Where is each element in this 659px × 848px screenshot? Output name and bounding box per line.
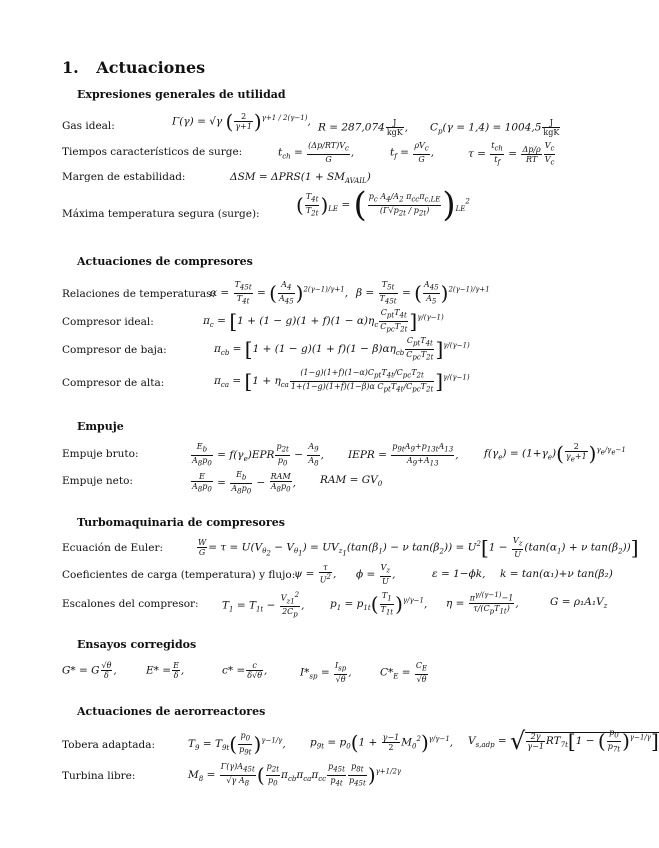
euler-text: = τ = U(V bbox=[208, 541, 263, 554]
section-title bbox=[62, 58, 205, 77]
eq-psi: ψ = $\frac{\tau}{U^2}$ , bbox=[294, 563, 337, 585]
eq-tch: $t_{ch}$ = $\frac{(\Delta p/RT)V_c}{G}$ , bbox=[278, 141, 355, 164]
margen-sub: AVAIL bbox=[344, 177, 367, 186]
eq-max-temp: ( $\frac{T_{4t}}{T_{2t}}$ )$_{LE}$ = ( $\frac{p_c A_4/A_2 \pi_{cc}\pi_{c,LE}}{(\Gamma√p_{2t} / p_{2t})}$ )$_{LE}^2$ bbox=[296, 185, 470, 226]
label-gas-ideal: Gas ideal: bbox=[62, 120, 115, 132]
r-value: R = 287,074 bbox=[318, 121, 385, 134]
label-margen: Margen de estabilidad: bbox=[62, 171, 186, 183]
label-escalones: Escalones del compresor: bbox=[62, 598, 199, 610]
subsection-empuje: Empuje bbox=[77, 420, 124, 433]
section-title-text: Actuaciones bbox=[96, 58, 206, 77]
eq-empuje-bruto: $\frac{E_b}{A_8p_0}$ = $f(\gamma_e)EPR$ $\frac{p_{2t}}{p_0}$ − $\frac{A_9}{A_8}$ , bbox=[192, 442, 324, 468]
label-comp-baja: Compresor de baja: bbox=[62, 344, 167, 356]
ispstar-text: I* bbox=[300, 666, 310, 679]
eq-f-gamma: $f(\gamma_e) = (1+\gamma_e)$( $\frac{2}{\gamma_e+1}$ )$^{\gamma_e/\gamma_e-1}$ bbox=[484, 441, 626, 466]
eq-margen: $\Delta SM = \Delta PRS(1 + SM_{AVAIL})$ bbox=[230, 171, 371, 186]
label-comp-alta: Compresor de alta: bbox=[62, 377, 165, 389]
eq-alpha: α = $\frac{T_{45t}}{T_{4t}}$ = ( $\frac{A_4}{A_{45}}$ )$^{2(\gamma-1)/\gamma+1}$, bbox=[210, 280, 349, 306]
eq-eta: η = $\frac{\pi^{\gamma/(\gamma-1)}-1}{\tau/(C_pT_{1t})}$ , bbox=[446, 591, 519, 616]
subsection-aerorreactores: Actuaciones de aerorreactores bbox=[77, 705, 266, 718]
eq-gamma-function: Γ(γ) = √γ ( $\frac{2}{\gamma+1}$ )$^{\gamma+1 / 2(\gamma-1)}$, bbox=[172, 109, 311, 134]
subsection-compresores: Actuaciones de compresores bbox=[77, 255, 253, 268]
subsection-ensayos: Ensayos corregidos bbox=[77, 638, 197, 651]
label-empuje-neto: Empuje neto: bbox=[62, 475, 133, 487]
eq-ram: RAM = $GV_0$ bbox=[320, 474, 383, 489]
gstar-text: G* = G bbox=[62, 664, 100, 677]
label-comp-ideal: Compresor ideal: bbox=[62, 316, 154, 328]
eq-epsilon: ε = 1−ϕk, bbox=[432, 568, 486, 580]
eq-ispstar: $I*_{sp}$ = $\frac{I_{sp}}{√\theta}$ , bbox=[300, 661, 352, 684]
label-turbina: Turbina libre: bbox=[62, 770, 136, 782]
margen-text: ΔSM = ΔPRS(1 + SM bbox=[230, 171, 345, 183]
eq-g: $G = \rho_1A_1V_z$ bbox=[550, 596, 608, 611]
eq-p9t: $p_{9t} = p_0(1$ + $\frac{\gamma-1}{2}$ $M_0^2)^{\gamma/\gamma-1}$, bbox=[310, 730, 454, 755]
g-text: G = ρ₁A₁V bbox=[550, 596, 604, 608]
cstar-text: c* = bbox=[222, 664, 246, 677]
subsection-turbo: Turbomaquinaria de compresores bbox=[77, 516, 285, 529]
label-euler: Ecuación de Euler: bbox=[62, 542, 164, 554]
label-coeficientes: Coeficientes de carga (temperatura) y flujo: bbox=[62, 569, 296, 581]
eq-k: k = tan(α₁)+ν tan(β₂) bbox=[500, 568, 613, 580]
eq-euler: $\frac{W}{G}$ = $\tau = U(V_{\theta_2} - V_{\theta_1}) = UV_{z_1}(\tan(\beta_1) - \nu$ $\tan(\beta_2)) = U^2[1$ − $\frac{V_z}{U}$ ($\tan(\alpha_1) + \nu$ $\tan(\beta_2)$)] bbox=[198, 535, 639, 560]
label-tiempos: Tiempos característicos de surge: bbox=[62, 146, 243, 158]
eq-phi: ϕ = $\frac{V_z}{U}$ , bbox=[356, 563, 396, 586]
label-tobera: Tobera adaptada: bbox=[62, 739, 156, 751]
ram-text: RAM = GV bbox=[320, 474, 378, 486]
eq-iepr: IEPR = $\frac{p_{9t}A_9+p_{13t}A_{13}}{A_9+A_{13}}$ , bbox=[348, 442, 459, 468]
cestar-text: C* bbox=[380, 666, 394, 679]
eq-gstar: G* = G $\frac{√\theta}{\delta}$ , bbox=[62, 661, 117, 680]
estar-text: E* = bbox=[146, 664, 172, 677]
section-number: 1. bbox=[62, 58, 79, 77]
eq-cestar: $C*_E$ = $\frac{C_E}{√\theta}$ bbox=[380, 661, 428, 684]
eq-t1: $T_1 = T_{1t}$ − $\frac{V_{z1}^2}{2C_p}$ , bbox=[222, 591, 305, 619]
cp-value: (γ = 1,4) = 1004,5 bbox=[442, 121, 542, 134]
eq-comp-ideal: $\pi_c = [1 + (1 - g)(1 + f)(1 - \alpha)\eta_c$ $\frac{C_{pt}T_{4t}}{C_{pc}T_{2t}}$ ]$^{\gamma/(\gamma-1)}$ bbox=[203, 308, 444, 334]
cp-symbol: C bbox=[430, 121, 439, 134]
eq-estar: E* = $\frac{E}{\delta}$ , bbox=[146, 661, 185, 680]
eq-p1: $p_1 = p_{1t}$( $\frac{T_1}{T_{1t}}$ )$^{\gamma/\gamma-1}$, bbox=[330, 591, 428, 617]
label-relaciones: Relaciones de temperaturas: bbox=[62, 288, 216, 300]
eq-tf: $t_f$ = $\frac{\rho V_c}{G}$ , bbox=[390, 141, 435, 164]
eq-t9: $T_9 = T_{9t}$( $\frac{p_0}{p_{9t}}$ )$^{\gamma-1/\gamma}$, bbox=[188, 731, 286, 757]
subsection-utilidad: Expresiones generales de utilidad bbox=[77, 88, 286, 101]
eq-r-constant: R = 287,074 $\frac{J}{\text{kgK}}$ , bbox=[318, 118, 409, 137]
eq-cstar: c* = $\frac{c}{\delta√\theta}$ , bbox=[222, 661, 268, 680]
eq-comp-baja: $\pi_{cb} = [1 + (1 - g)(1 + f)(1 - \beta)\alpha\eta_{cb}$ $\frac{C_{pt}T_{4t}}{C_{pc}T_{2t}}$ ]$^{\gamma/(\gamma-1)}$ bbox=[214, 336, 470, 362]
eq-comp-alta: $\pi_{ca} = [1 + \eta_{ca}$ $\frac{(1-g)(1+f)(1-\alpha)C_{pt}T_{4t}/C_{pc}T_{2t}}{1+(1-g)(1+f)(1-\beta)\alpha C_{pt}T_{4t}/C_{pc}T_{2t}}$ ]$^{\gamma/(\gamma-1)}$ bbox=[214, 368, 470, 394]
eq-empuje-neto: $\frac{E}{A_8p_0}$ = $\frac{E_b}{A_8p_0}$ − $\frac{\text{RAM}}{A_8p_0}$ , bbox=[192, 470, 296, 496]
label-empuje-bruto: Empuje bruto: bbox=[62, 448, 139, 460]
eq-cp-constant: $C_p(\gamma = 1,4) = 1004,5$ $\frac{J}{\text{kgK}}$ bbox=[430, 118, 560, 137]
label-maxima: Máxima temperatura segura (surge): bbox=[62, 208, 260, 220]
eq-tau: τ = $\frac{t_{ch}}{t_f}$ = $\frac{\Delta p/\rho}{RT}$ $\frac{V_c}{V_c}$ bbox=[468, 141, 555, 167]
eq-vsadp: $V_{s,adp}$ = √ $\frac{2\gamma}{\gamma-1}$ $RT_{7t}[1$ − ( $\frac{p_0}{p_{7t}}$ )$^{\gamma-1/\gamma}$] bbox=[468, 727, 659, 756]
eq-beta: β = $\frac{T_{5t}}{T_{45t}}$ = ( $\frac{A_{45}}{A_5}$ )$^{2(\gamma-1)/\gamma+1}$ bbox=[356, 280, 490, 306]
eq-m8: $M_8$ = $\frac{\Gamma(\gamma)A_{45t}}{√\gamma A_8}$ ( $\frac{p_{2t}}{p_0}$ $\pi_{cb}\pi_{ca}\pi_{cc}$ $\frac{p_{45t}}{p_{4t}}$ $\frac{p_{8t}}{p_{45t}}$ )$^{\gamma+1/2\gamma}$ bbox=[188, 762, 402, 788]
